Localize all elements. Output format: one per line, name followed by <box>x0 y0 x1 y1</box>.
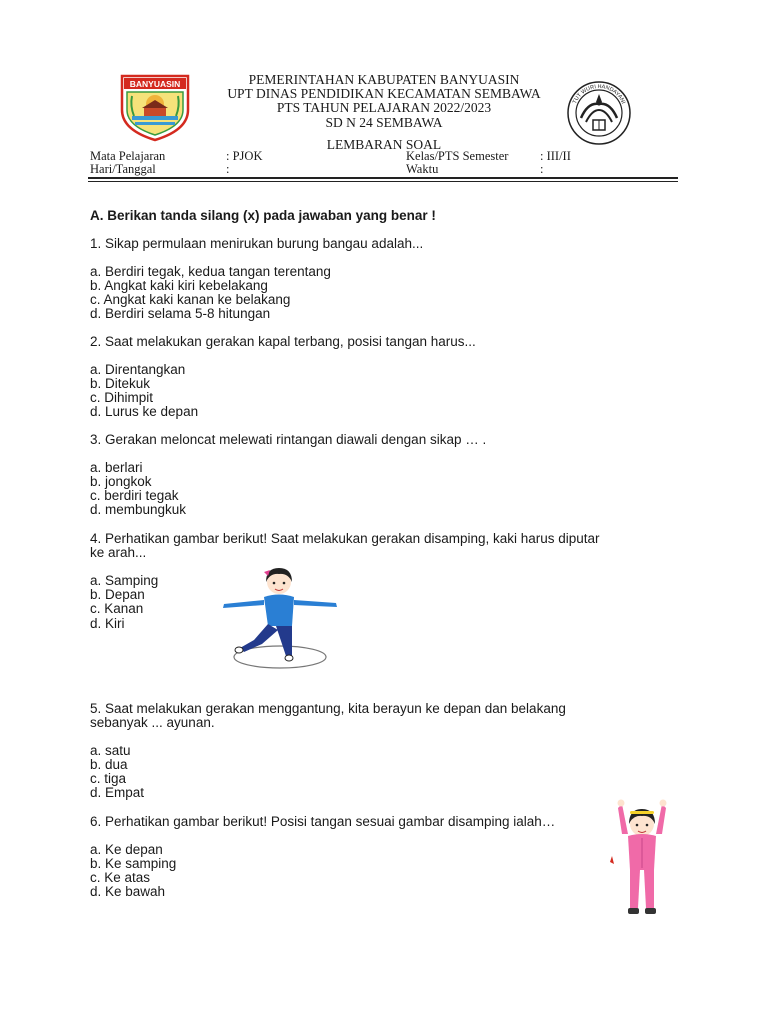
subject-label: Mata Pelajaran <box>90 149 166 163</box>
option-c: c. Ke atas <box>90 870 151 885</box>
sheet-title: LEMBARAN SOAL <box>326 137 442 152</box>
question-text: 4. Perhatikan gambar berikut! Saat melakukan gerakan disamping, kaki harus diputar <box>90 531 600 546</box>
time-value: : <box>540 162 544 176</box>
option-c: c. Angkat kaki kanan ke belakang <box>90 292 291 307</box>
question-text: 2. Saat melakukan gerakan kapal terbang, posisi tangan harus... <box>90 334 476 349</box>
option-a: a. berlari <box>90 460 143 475</box>
option-b: b. dua <box>90 757 128 772</box>
question-text: 6. Perhatikan gambar berikut! Posisi tangan sesuai gambar disamping ialah… <box>90 814 556 829</box>
option-d: d. Ke bawah <box>90 884 166 899</box>
time-label: Waktu <box>406 162 439 176</box>
header-line-2: UPT DINAS PENDIDIKAN KECAMATAN SEMBAWA <box>227 86 541 101</box>
option-a: a. satu <box>90 743 131 758</box>
question-text-continued: ke arah... <box>90 545 147 560</box>
option-c: c. Kanan <box>90 601 144 616</box>
option-b: b. Ditekuk <box>90 376 151 391</box>
header-divider-thin <box>88 181 678 182</box>
header-divider-thick <box>88 177 678 179</box>
option-d: d. Kiri <box>90 616 125 631</box>
option-a: a. Samping <box>90 573 159 588</box>
svg-text:BANYUASIN: BANYUASIN <box>129 79 181 89</box>
option-d: d. Lurus ke depan <box>90 404 199 419</box>
class-value: : III/II <box>540 149 571 163</box>
svg-text:TUT WURI HANDAYANI: TUT WURI HANDAYANI <box>571 83 627 105</box>
header-line-3: PTS TAHUN PELAJARAN 2022/2023 <box>276 100 492 115</box>
date-label: Hari/Tanggal <box>90 162 156 176</box>
subject-value: : PJOK <box>226 149 263 163</box>
option-c: c. tiga <box>90 771 127 786</box>
option-b: b. jongkok <box>90 474 152 489</box>
question-text: 1. Sikap permulaan menirukan burung bangau adalah... <box>90 236 424 251</box>
option-d: d. Berdiri selama 5-8 hitungan <box>90 306 271 321</box>
option-a: a. Ke depan <box>90 842 163 857</box>
header-line-4: SD N 24 SEMBAWA <box>325 115 443 130</box>
section-instruction: A. Berikan tanda silang (x) pada jawaban yang benar ! <box>90 208 436 223</box>
option-d: d. membungkuk <box>90 502 187 517</box>
question-text: 5. Saat melakukan gerakan menggantung, kita berayun ke depan dan belakang <box>90 701 566 716</box>
question-text: 3. Gerakan meloncat melewati rintangan diawali dengan sikap … . <box>90 432 487 447</box>
girl-arms-raised-illustration <box>608 798 678 926</box>
girl-arms-outstretched-illustration <box>218 564 343 674</box>
header-line-1: PEMERINTAHAN KABUPATEN BANYUASIN <box>248 72 520 87</box>
option-b: b. Angkat kaki kiri kebelakang <box>90 278 268 293</box>
option-a: a. Direntangkan <box>90 362 186 377</box>
class-label: Kelas/PTS Semester <box>406 149 509 163</box>
date-value: : <box>226 162 230 176</box>
option-c: c. Dihimpit <box>90 390 154 405</box>
question-text-continued: sebanyak ... ayunan. <box>90 715 215 730</box>
option-d: d. Empat <box>90 785 145 800</box>
option-a: a. Berdiri tegak, kedua tangan terentang <box>90 264 331 279</box>
option-b: b. Depan <box>90 587 145 602</box>
option-c: c. berdiri tegak <box>90 488 179 503</box>
option-b: b. Ke samping <box>90 856 177 871</box>
